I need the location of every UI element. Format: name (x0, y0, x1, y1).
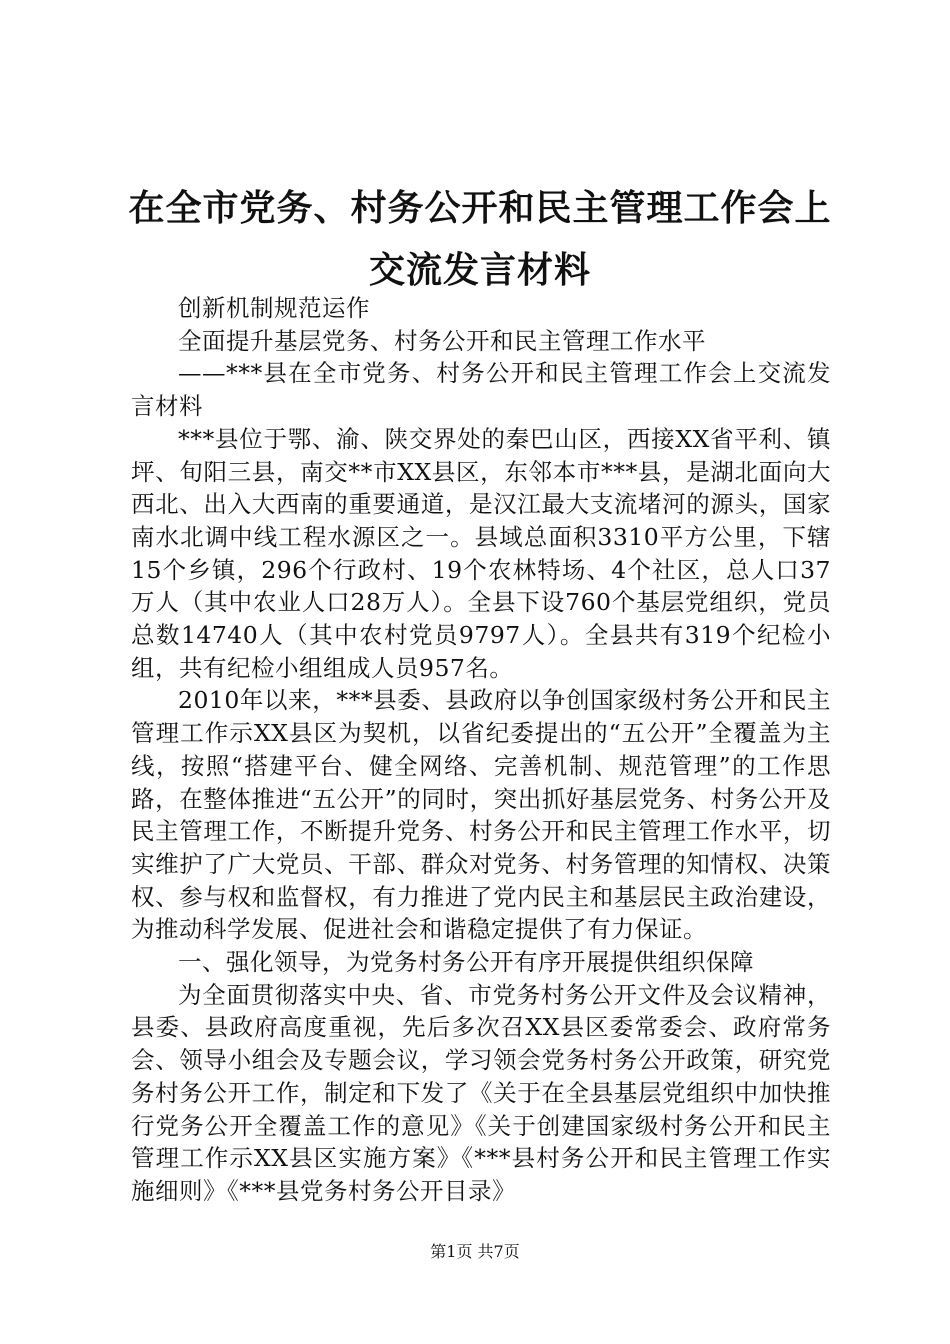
subtitle-line-1: 创新机制规范运作 (178, 294, 370, 322)
subtitle-line-2: 全面提升基层党务、村务公开和民主管理工作水平 (178, 326, 706, 355)
paragraph-county-overview: ***县位于鄂、渝、陕交界处的秦巴山区，西接XX省平利、镇坪、旬阳三县，南交**市XX县区，东邻本市***县，是湖北面向大西北、出入大西南的重要通道，是汉江最大支流堵河的源头，国家南水北调中线工程水源区之一。县域总面积3310平方公里，下辖15个乡镇，296个行政村、19个农林特场、4个社区，总人口37万人（其中农业人口28万人）。全县下设760个基层党组织，党员总数14740人（其中农村党员9797人）。全县共有319个纪检小组，共有纪检小组组成人员957名。 (131, 424, 831, 682)
paragraph-since-2010: 2010年以来，***县委、县政府以争创国家级村务公开和民主管理工作示XX县区为契机，以省纪委提出的“五公开”全覆盖为主线，按照“搭建平台、健全网络、完善机制、规范管理”的工作思路，在整体推进“五公开”的同时，突出抓好基层党务、村务公开及民主管理工作，不断提升党务、村务公开和民主管理工作水平，切实维护了广大党员、干部、群众对党务、村务管理的知情权、决策权、参与权和监督权，有力推进了党内民主和基层民主政治建设，为推动科学发展、促进社会和谐稳定提供了有力保证。 (131, 686, 831, 944)
document-title: 在全市党务、村务公开和民主管理工作会上交流发言材料 (128, 188, 832, 291)
document-body (131, 292, 831, 1208)
paragraph-section-1: 为全面贯彻落实中央、省、市党务村务公开文件及会议精神，县委、县政府高度重视，先后多次召XX县区委常委会、政府常务会、领导小组会及专题会议，学习领会党务村务公开政策，研究党务村务公开工作，制定和下发了《关于在全县基层党组织中加快推行党务公开全覆盖工作的意见》《关于创建国家级村务公开和民主管理工作示XX县区实施方案》《***县村务公开和民主管理工作实施细则》《***县党务村务公开目录》 (131, 980, 831, 1205)
section-heading-1: 一、强化领导，为党务村务公开有序开展提供组织保障 (178, 948, 754, 977)
subtitle-line-3: ——***县在全市党务、村务公开和民主管理工作会上交流发言材料 (131, 359, 831, 421)
page-footer: 第1页 共7页 (430, 1242, 520, 1261)
